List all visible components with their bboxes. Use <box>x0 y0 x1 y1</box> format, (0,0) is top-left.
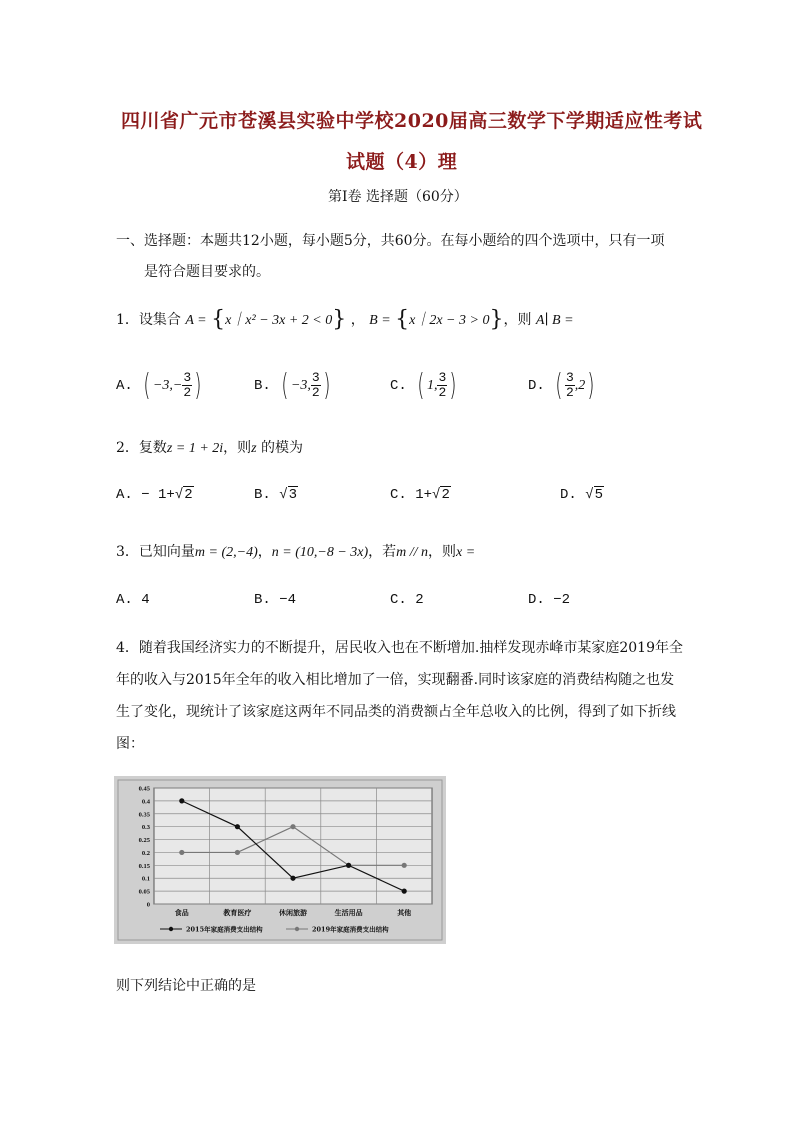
right-paren-icon: ) <box>323 368 331 403</box>
q2-option-a: A. − 1+√2 <box>116 487 193 503</box>
section-heading: 第Ⅰ卷 选择题（60分） <box>328 189 468 205</box>
y-tick-label: 0.2 <box>141 849 150 857</box>
q1-option-d <box>528 368 597 403</box>
right-paren-icon: ) <box>587 368 595 403</box>
legend-marker <box>169 927 173 931</box>
option-value: 2 <box>415 592 424 608</box>
data-point <box>235 850 240 855</box>
option-left: 1, <box>426 378 438 394</box>
q1-option-b <box>254 368 332 403</box>
option-pre: − 1+ <box>141 487 175 503</box>
fraction <box>182 371 192 400</box>
option-label: A. <box>116 487 133 503</box>
fraction-den: 2 <box>438 385 447 400</box>
q2-prefix: 2．复数 <box>116 440 167 456</box>
q1-set-a-body: x｜x² − 3x + 2 < 0 <box>225 313 333 328</box>
question-2 <box>116 437 303 457</box>
left-paren-icon: ( <box>555 368 563 403</box>
data-point <box>290 824 295 829</box>
option-label: B. <box>254 378 271 395</box>
option-left: −3, <box>290 378 311 394</box>
fraction <box>311 371 321 400</box>
y-tick-label: 0.3 <box>141 824 150 832</box>
q3-sep: ， <box>257 544 272 560</box>
option-value: −2 <box>553 592 571 608</box>
q3-x: x = <box>456 545 476 560</box>
y-tick-label: 0.25 <box>138 837 150 845</box>
q2-option-c: C. 1+√2 <box>390 487 450 503</box>
consumption-line-chart <box>114 776 446 944</box>
q1-ask-expr: A∣ B = <box>535 313 574 328</box>
q1-set-b: B = <box>369 313 391 328</box>
data-point <box>179 850 184 855</box>
data-point <box>179 798 184 803</box>
fraction <box>565 371 575 400</box>
option-label: B. <box>254 592 271 608</box>
fraction-den: 2 <box>565 385 574 400</box>
option-pre: 1+ <box>415 487 433 503</box>
right-brace-icon: } <box>489 307 504 332</box>
right-paren-icon: ) <box>194 368 202 403</box>
question-3 <box>116 541 475 561</box>
radicand: 2 <box>184 487 193 503</box>
data-point <box>290 876 295 881</box>
x-tick-label: 食品 <box>174 908 189 917</box>
data-point <box>346 863 351 868</box>
question-4-line2: 年的收入与2015年全年的收入相比增加了一倍，实现翻番.同时该家庭的消费结构随之也发 <box>116 672 675 688</box>
fraction-num: 3 <box>565 370 574 385</box>
option-label: D. <box>560 487 577 503</box>
question-4-line4: 图： <box>116 736 144 752</box>
y-tick-label: 0.35 <box>138 811 150 819</box>
q3-parallel: m // n <box>396 545 429 560</box>
question-4-line1: 4．随着我国经济实力的不断提升，居民收入也在不断增加.抽样发现赤峰市某家庭2019年全 <box>116 640 683 656</box>
q3-option-d <box>528 592 570 608</box>
y-tick-label: 0.4 <box>141 798 150 806</box>
q2-expr: z = 1 + 2i <box>166 441 224 456</box>
radicand: 2 <box>441 487 450 503</box>
q2-mid: ，则 <box>223 440 252 456</box>
q3-prefix: 3．已知向量 <box>116 544 195 560</box>
q2-suffix: 的模为 <box>256 440 304 456</box>
option-label: D. <box>528 378 545 395</box>
plot-background <box>154 788 432 904</box>
radicand: 3 <box>288 487 298 503</box>
doc-title-line2: 试题（4）理 <box>346 151 458 173</box>
fraction-num: 3 <box>311 370 320 385</box>
q1-comma: ， <box>350 312 365 328</box>
fraction-den: 2 <box>311 385 320 400</box>
option-label: D. <box>528 592 545 608</box>
q2-option-d: D. √5 <box>560 487 604 503</box>
q1-set-a: A = <box>185 313 207 328</box>
y-tick-label: 0 <box>146 901 150 909</box>
instructions-line2: 是符合题目要求的。 <box>144 264 270 280</box>
fraction <box>437 371 447 400</box>
x-tick-label: 教育医疗 <box>223 908 252 917</box>
option-right: ,2 <box>574 378 586 394</box>
q1-prefix: 1．设集合 <box>116 312 181 328</box>
instructions-line1: 一、选择题：本题共12小题，每小题5分，共60分。在每小题给的四个选项中，只有一项 <box>116 233 665 249</box>
q3-option-a <box>116 592 150 608</box>
right-paren-icon: ) <box>449 368 457 403</box>
legend-label: 2015年家庭消费支出结构 <box>186 925 263 934</box>
q2-z: z <box>251 441 257 456</box>
y-tick-label: 0.45 <box>138 785 150 793</box>
option-label: B. <box>254 487 271 503</box>
y-tick-label: 0.15 <box>138 862 150 870</box>
option-value: 4 <box>141 592 150 608</box>
x-tick-label: 休闲旅游 <box>279 908 307 917</box>
question-4-line3: 生了变化，现统计了该家庭这两年不同品类的消费额占全年总收入的比例，得到了如下折线 <box>116 704 676 720</box>
q3-if: ，若 <box>368 544 397 560</box>
q2-option-b: B. √3 <box>254 487 298 503</box>
left-brace-icon: { <box>395 307 410 332</box>
q3-vector-m: m = (2,−4) <box>194 545 258 560</box>
option-label: C. <box>390 592 407 608</box>
option-label: A. <box>116 592 133 608</box>
left-paren-icon: ( <box>143 368 151 403</box>
option-label: C. <box>390 487 407 503</box>
legend-marker <box>295 927 299 931</box>
fraction-num: 3 <box>183 370 192 385</box>
y-tick-label: 0.1 <box>141 875 150 883</box>
question-1 <box>116 307 574 334</box>
x-tick-label: 生活用品 <box>334 908 363 917</box>
question-4-prompt: 则下列结论中正确的是 <box>116 978 256 994</box>
q3-then: ，则 <box>428 544 457 560</box>
option-value: −4 <box>279 592 297 608</box>
legend-label: 2019年家庭消费支出结构 <box>312 925 389 934</box>
left-paren-icon: ( <box>417 368 425 403</box>
left-paren-icon: ( <box>281 368 289 403</box>
left-brace-icon: { <box>211 307 226 332</box>
fraction-num: 3 <box>438 370 447 385</box>
q1-option-c <box>390 368 459 403</box>
data-point <box>235 824 240 829</box>
option-label: A. <box>116 378 133 395</box>
q1-set-b-body: x｜2x − 3 > 0 <box>409 313 490 328</box>
data-point <box>402 889 407 894</box>
y-tick-label: 0.05 <box>138 888 150 896</box>
q3-option-c <box>390 592 424 608</box>
x-tick-label: 其他 <box>397 908 412 917</box>
radicand: 5 <box>594 487 604 503</box>
option-left: −3,− <box>152 378 183 394</box>
data-point <box>402 863 407 868</box>
doc-title-line1: 四川省广元市苍溪县实验中学校2020届高三数学下学期适应性考试 <box>121 110 703 132</box>
right-brace-icon: } <box>332 307 347 332</box>
option-label: C. <box>390 378 407 395</box>
q3-vector-n: n = (10,−8 − 3x) <box>271 545 369 560</box>
q3-option-b <box>254 592 296 608</box>
fraction-den: 2 <box>183 385 192 400</box>
q1-ask: ，则 <box>503 312 532 328</box>
q1-option-a <box>116 368 204 403</box>
